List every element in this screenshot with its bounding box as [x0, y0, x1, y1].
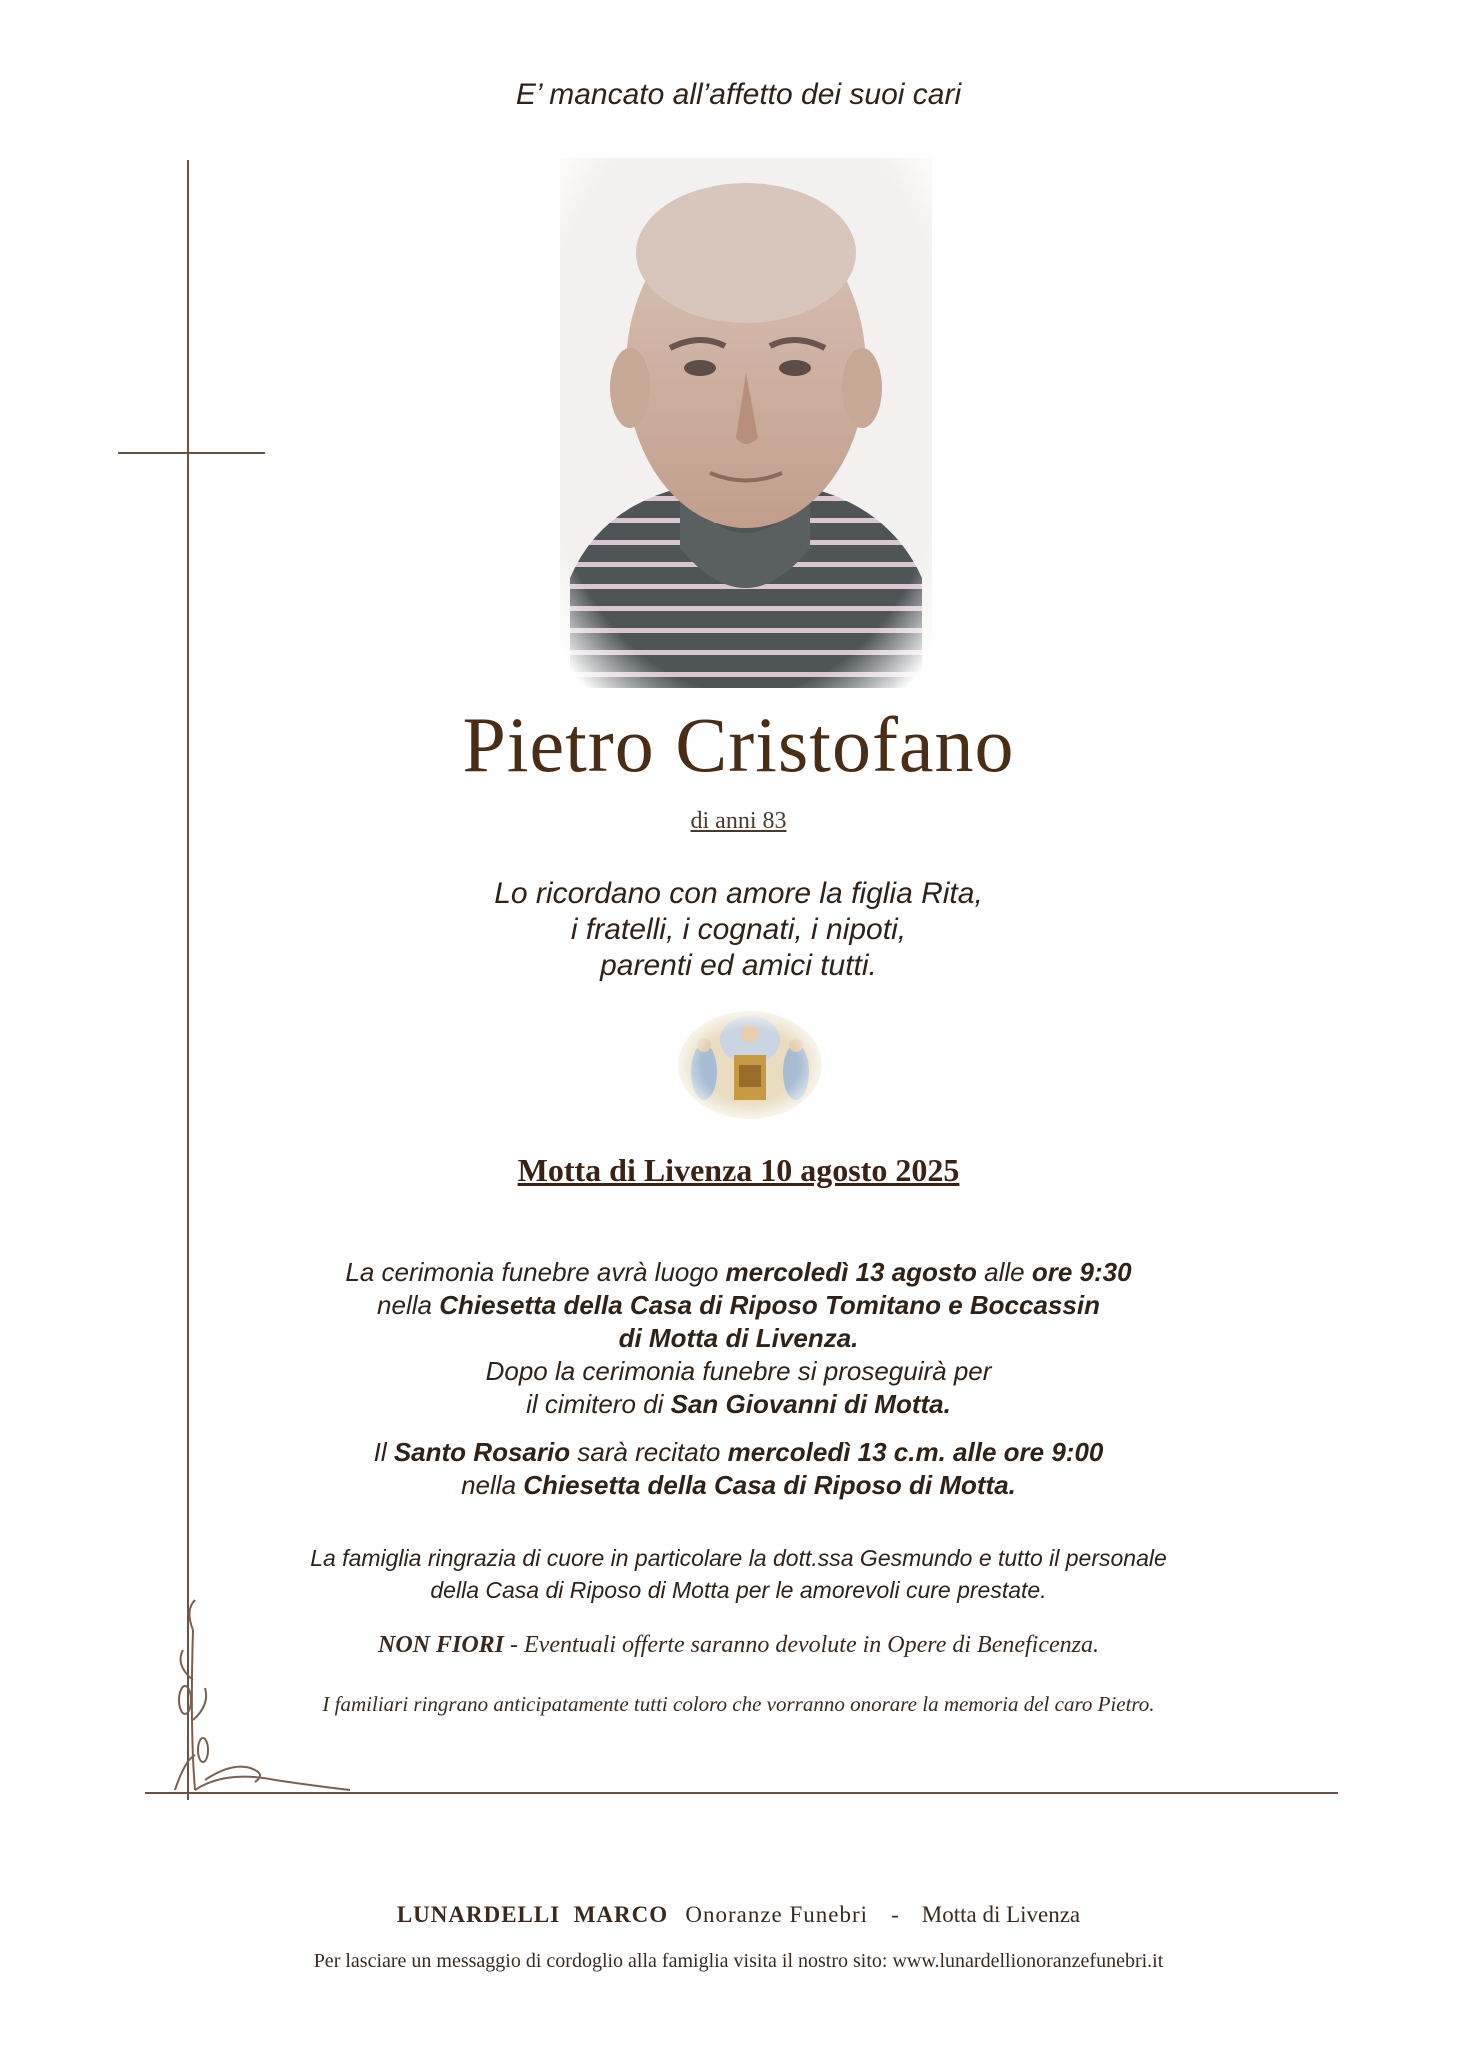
- holy-image-icon: [676, 1010, 824, 1120]
- intro-line: E’ mancato all’affetto dei suoi cari: [515, 78, 962, 111]
- rosary-line: nella Chiesetta della Casa di Riposo di Motta.: [461, 1470, 1016, 1500]
- ceremony-line: La cerimonia funebre avrà luogo mercoledì 13 agosto alle ore 9:30: [345, 1257, 1132, 1287]
- deceased-age: di anni 83: [690, 808, 787, 834]
- floral-ornament-icon: [165, 1590, 355, 1800]
- ceremony-block: [0, 1256, 1477, 1421]
- final-thanks: I familiari ringrano anticipatamente tutti coloro che vorranno onorare la memoria del caro Pietro.: [322, 1692, 1155, 1716]
- funeral-home-line: LUNARDELLI MARCO Onoranze Funebri - Motta di Livenza: [396, 1902, 1081, 1927]
- mourners-block: [0, 876, 1477, 984]
- bottom-rule: [145, 1792, 1338, 1794]
- condolence-message: Per lasciare un messaggio di cordoglio alla famiglia visita il nostro sito: www.lunardellionoranzefunebri.it: [313, 1950, 1164, 1972]
- mourners-line: i fratelli, i cognati, i nipoti,: [570, 913, 907, 946]
- deceased-name: Pietro Cristofano: [462, 701, 1015, 788]
- ceremony-line: Dopo la cerimonia funebre si proseguirà per: [485, 1356, 992, 1386]
- rosary-line: Il Santo Rosario sarà recitato mercoledì 13 c.m. alle ore 9:00: [373, 1437, 1104, 1467]
- place-date: Motta di Livenza 10 agosto 2025: [517, 1152, 960, 1188]
- funeral-home-name: LUNARDELLI MARCO: [396, 1902, 669, 1927]
- ceremony-line: il cimitero di San Giovanni di Motta.: [526, 1389, 951, 1419]
- cross-horizontal-bar: [118, 452, 265, 454]
- mourners-line: parenti ed amici tutti.: [600, 949, 877, 982]
- thanks-line: della Casa di Riposo di Motta per le amorevoli cure prestate.: [430, 1577, 1047, 1603]
- ceremony-line: nella Chiesetta della Casa di Riposo Tomitano e Boccassin: [377, 1290, 1100, 1320]
- ceremony-line: di Motta di Livenza.: [618, 1323, 859, 1353]
- rosary-block: [0, 1436, 1477, 1502]
- thanks-line: La famiglia ringrazia di cuore in particolare la dott.ssa Gesmundo e tutto il personale: [310, 1545, 1167, 1571]
- portrait-photo: [560, 158, 932, 688]
- non-fiori-notice: NON FIORI - Eventuali offerte saranno devolute in Opere di Beneficenza.: [378, 1632, 1099, 1658]
- mourners-line: Lo ricordano con amore la figlia Rita,: [494, 877, 983, 910]
